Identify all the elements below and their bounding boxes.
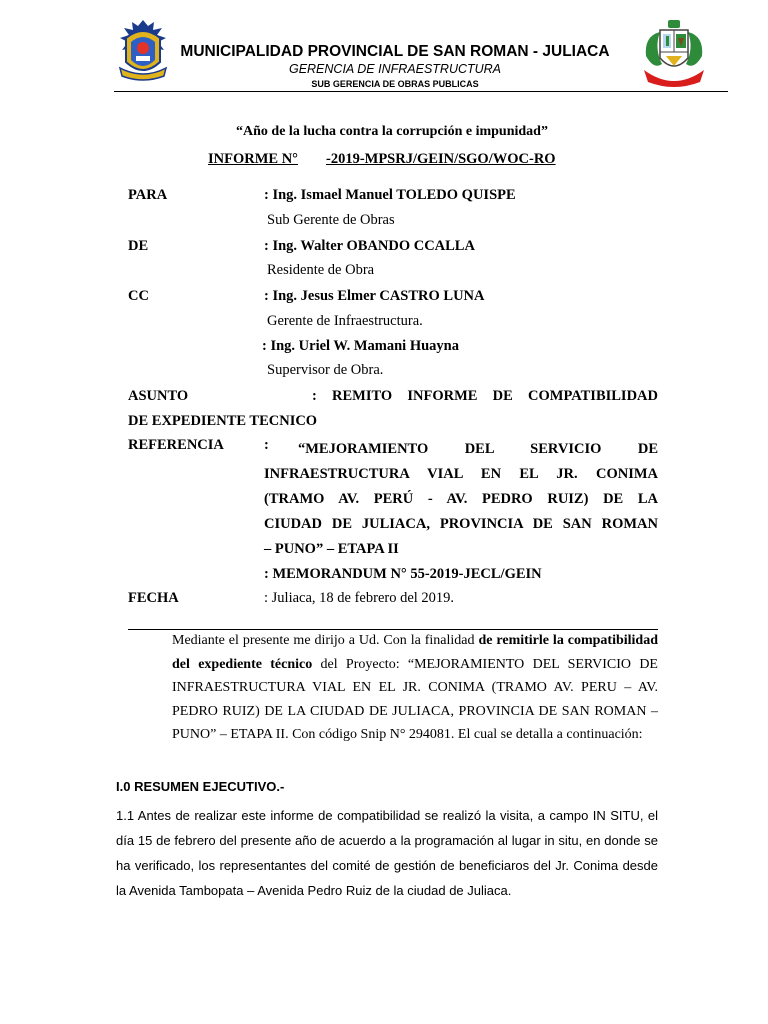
intro-paragraph xyxy=(172,629,658,747)
referencia-line: (TRAMO AV. PERÚ - AV. PEDRO RUIZ) DE LA xyxy=(264,491,658,507)
section-paragraph: 1.1 Antes de realizar este informe de compatibilidad se realizó la visita, a campo IN SITU, el día 15 de febrero del presente año de acuerdo a la programación al lugar in situ, en donde se ha verificado, los representantes del comité de gestión de beneficiaros del Jr. Conima desde la Avenida Tambopata – Avenida Pedro Ruiz de la ciudad de Juliaca. xyxy=(116,808,658,898)
referencia-line: “MEJORAMIENTO DEL SERVICIO DE xyxy=(298,441,658,457)
cc-name-2: : Ing. Uriel W. Mamani Huayna xyxy=(262,338,459,354)
report-code: -2019-MPSRJ/GEIN/SGO/WOC-RO xyxy=(325,151,556,167)
report-number xyxy=(208,151,556,168)
header-rule xyxy=(114,91,728,92)
de-role: Residente de Obra xyxy=(267,262,375,278)
department-name: GERENCIA DE INFRAESTRUCTURA xyxy=(288,62,502,76)
peru-national-coat-of-arms-icon xyxy=(640,18,708,88)
de-name xyxy=(264,238,475,255)
label-fecha: FECHA xyxy=(128,590,179,606)
label-para: PARA xyxy=(128,187,168,203)
intro-text-bold: de remitirle la compatibilidad del expediente técnico xyxy=(172,633,658,672)
asunto-line-2: DE EXPEDIENTE TECNICO xyxy=(128,413,318,429)
para-name xyxy=(264,187,516,204)
referencia-line: INFRAESTRUCTURA VIAL EN EL JR. CONIMA xyxy=(264,466,658,482)
de-name-prefix: : Ing. Walter xyxy=(264,238,347,254)
referencia-line: – PUNO” – ETAPA II xyxy=(264,541,399,557)
institution-name: MUNICIPALIDAD PROVINCIAL DE SAN ROMAN - JULIACA xyxy=(180,43,610,60)
referencia-memorandum: : MEMORANDUM N° 55-2019-JECL/GEIN xyxy=(264,566,542,582)
referencia-line: CIUDAD DE JULIACA, PROVINCIA DE SAN ROMAN xyxy=(264,516,658,532)
cc-name-1 xyxy=(264,288,484,305)
asunto-line-1: : REMITO INFORME DE COMPATIBILIDAD xyxy=(312,388,658,404)
para-name-surname: TOLEDO QUISPE xyxy=(396,187,516,203)
report-prefix: INFORME N° xyxy=(208,151,298,167)
referencia-colon: : xyxy=(264,437,269,453)
referencia-text xyxy=(264,437,658,587)
cc-role-2: Supervisor de Obra. xyxy=(267,362,384,378)
cc-role-1: Gerente de Infraestructura. xyxy=(267,313,423,329)
cc-name-1-surname: CASTRO LUNA xyxy=(379,288,485,304)
intro-text-1: Mediante el presente me dirijo a Ud. Con la finalidad xyxy=(172,633,479,648)
label-asunto: ASUNTO xyxy=(128,388,189,404)
label-cc: CC xyxy=(128,288,149,304)
intro-text-2: del Proyecto: “MEJORAMIENTO DEL SERVICIO DE INFRAESTRUCTURA VIAL EN EL JR. CONIMA (TRAMO AV. PERU – AV. PEDRO RUIZ) DE LA CIUDAD DE JULIACA, PROVINCIA DE SAN ROMAN – PUNO” – ETAPA II. Con código Snip N° 294081. El cual se detalla a continuación: xyxy=(172,656,658,742)
label-de: DE xyxy=(128,238,149,254)
subdepartment-name: SUB GERENCIA DE OBRAS PUBLICAS xyxy=(311,79,479,89)
section-title: I.0 RESUMEN EJECUTIVO.- xyxy=(116,779,285,794)
year-motto: “Año de la lucha contra la corrupción e impunidad” xyxy=(236,124,548,139)
label-referencia: REFERENCIA xyxy=(128,437,224,453)
de-name-surname: OBANDO CCALLA xyxy=(346,238,475,254)
fecha-value: : Juliaca, 18 de febrero del 2019. xyxy=(264,590,455,606)
municipal-coat-of-arms-icon xyxy=(116,18,170,84)
cc-name-1-prefix: : Ing. Jesus Elmer xyxy=(264,288,380,304)
para-role: Sub Gerente de Obras xyxy=(267,212,395,228)
para-name-prefix: : Ing. Ismael Manuel xyxy=(264,187,397,203)
